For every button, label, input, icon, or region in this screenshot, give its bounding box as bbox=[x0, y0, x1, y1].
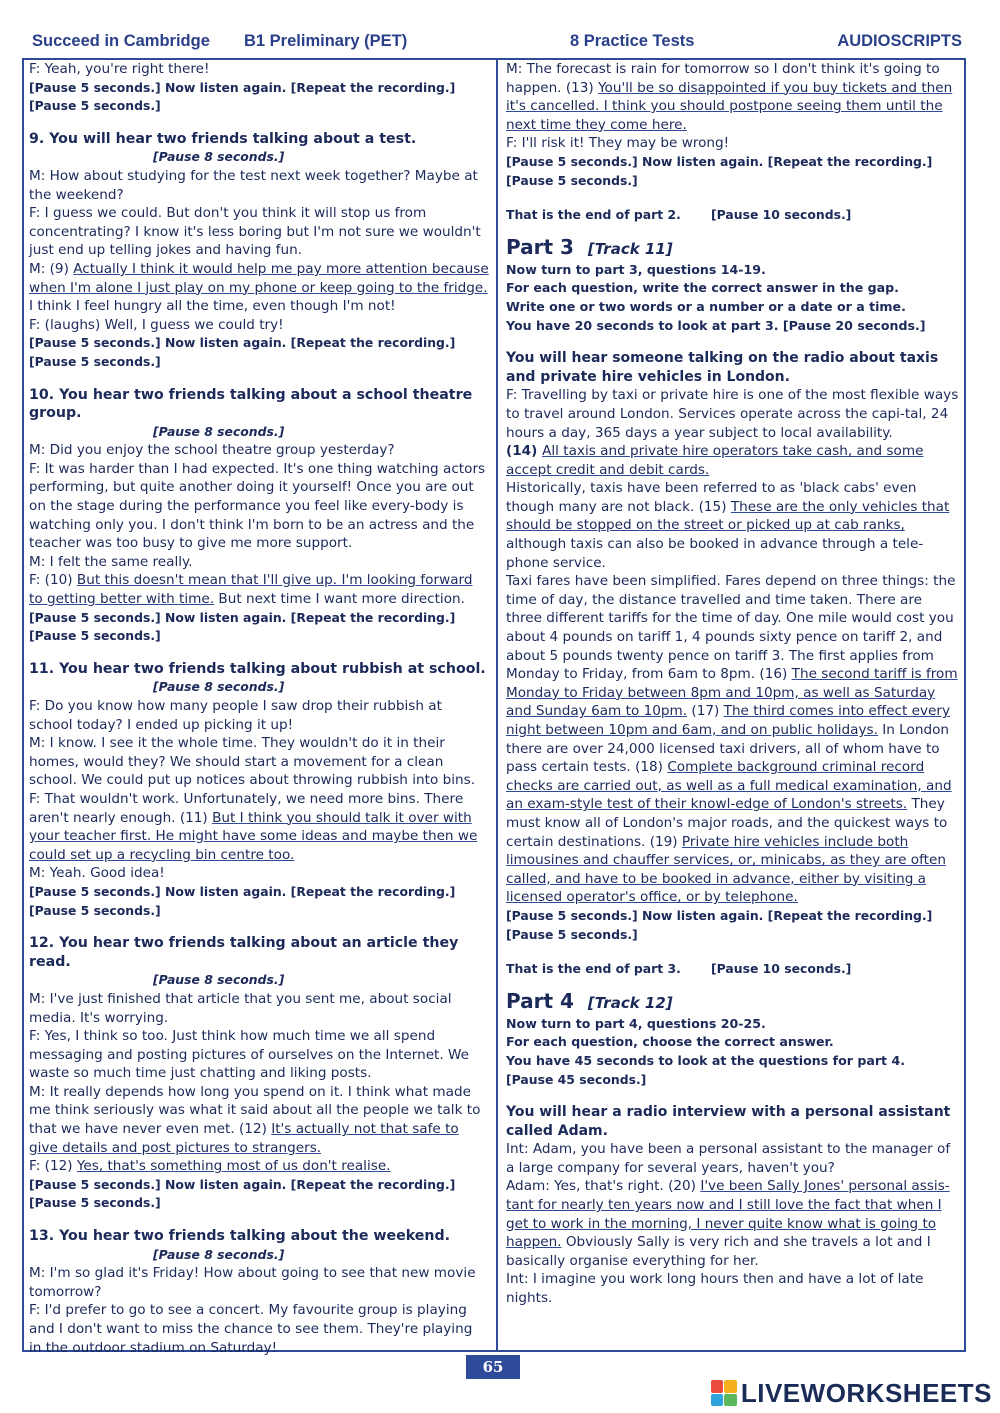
script-line: F: I guess we could. But don't you think it will stop us from concentrating? I know it's less boring but I'm not sure we wouldn't just end up telling jokes and having fun. bbox=[29, 205, 481, 259]
script-line bbox=[506, 572, 962, 907]
part-4-heading bbox=[506, 989, 962, 1015]
left-column bbox=[29, 60, 489, 1357]
script-line: M: I know. I see it the whole time. They wouldn't do it in their homes, would they? We should start a movement for a clean school. We could put up notices about throwing rubbish into bins. bbox=[29, 735, 476, 789]
liveworksheets-brand[interactable] bbox=[711, 1378, 992, 1408]
instruction: For each question, choose the correct answer. bbox=[506, 1034, 834, 1050]
page-header bbox=[28, 32, 962, 56]
column-divider bbox=[496, 60, 498, 1350]
answer-underline: But this doesn't mean that I'll give up. I'm looking forward to getting better with time. bbox=[29, 572, 473, 608]
script-line bbox=[506, 60, 962, 134]
script-line: F: Do you know how many people I saw drop their rubbish at school today? I ended up picking it up! bbox=[29, 698, 442, 733]
speaker-prefix: F: (10) bbox=[29, 572, 77, 589]
stage-direction: [Pause 5 seconds.] bbox=[29, 628, 161, 644]
answer-underline: It's actually not that safe to give details and post pictures to strangers. bbox=[29, 1121, 459, 1156]
script-text: (17) bbox=[687, 703, 724, 720]
tests-label: 8 Practice Tests bbox=[570, 32, 695, 50]
script-text: Historically, taxis have been referred to as 'black cabs' even though many are not black. (15) bbox=[506, 480, 917, 515]
instruction: Now turn to part 4, questions 20-25. bbox=[506, 1015, 766, 1031]
answer-underline: Private hire vehicles include both limousines and chauffer services, or, minicabs, as they are often called, and have to be booked in advance, either by visiting a licensed operator's office, or by telephone. bbox=[506, 833, 946, 906]
answer-underline: Actually I think it would help me pay more attention because when I'm alone I just play on my phone or keep going to the fridge. bbox=[29, 260, 489, 296]
brand-name: LIVEWORKSHEETS bbox=[740, 1377, 992, 1408]
script-line: F: Yeah, you're right there! bbox=[29, 61, 210, 77]
script-text: They must know all of London's major roads, and the quickest ways to certain destinations. (19) bbox=[506, 796, 948, 850]
script-text: I think I feel hungry all the time, even though I'm not! bbox=[29, 298, 396, 315]
script-line: F: I'd prefer to go to see a concert. My favourite group is playing and I don't want to miss the chance to see them. They're playing in the outdoor stadium on Saturday! bbox=[29, 1302, 473, 1356]
script-line: M: How about studying for the test next week together? Maybe at the weekend? bbox=[29, 167, 478, 203]
speaker-prefix: F: That wouldn't work. Unfortunately, we need more bins. There aren't nearly enough. (11) bbox=[29, 790, 464, 826]
script-text: although taxis can also be booked in advance through a tele-phone service. bbox=[506, 536, 924, 571]
exam-level: B1 Preliminary (PET) bbox=[244, 32, 408, 50]
script-text: But next time I want more direction. bbox=[214, 591, 465, 608]
pause-note: [Pause 8 seconds.] bbox=[153, 1246, 285, 1262]
instruction: Now turn to part 3, questions 14-19. bbox=[506, 261, 766, 277]
stage-direction: [Pause 5 seconds.] bbox=[29, 1195, 161, 1211]
pause-note: [Pause 8 seconds.] bbox=[153, 679, 285, 695]
book-title: Succeed in Cambridge bbox=[32, 32, 210, 50]
script-line bbox=[29, 790, 489, 864]
stage-direction: [Pause 5 seconds.] Now listen again. [Repeat the recording.] bbox=[29, 335, 456, 351]
script-line bbox=[29, 1083, 489, 1157]
script-line bbox=[506, 479, 962, 572]
end-of-part: That is the end of part 2. [Pause 10 seconds.] bbox=[506, 207, 852, 223]
script-text: Adam: Yes, that's right. (20) bbox=[506, 1178, 701, 1195]
script-line: Int: I imagine you work long hours then and have a lot of late nights. bbox=[506, 1271, 924, 1307]
stage-direction: [Pause 5 seconds.] Now listen again. [Repeat the recording.] bbox=[29, 883, 456, 899]
speaker-prefix: M: It really depends how long you spend on it. I think what made me think seriously was what it said about all the people we talk to that we have never even met. (12) bbox=[29, 1083, 481, 1138]
stage-direction: [Pause 5 seconds.] Now listen again. [Repeat the recording.] bbox=[506, 153, 933, 169]
liveworksheets-logo-icon bbox=[711, 1380, 737, 1406]
script-line: M: I've just finished that article that you sent me, about social media. It's worrying. bbox=[29, 990, 452, 1026]
right-column bbox=[506, 60, 962, 1308]
speaker-prefix: M: (9) bbox=[29, 260, 74, 277]
answer-underline: These are the only vehicles that should be stopped on the street or picked up at cab ranks, bbox=[506, 498, 950, 534]
question-9-heading: 9. You will hear two friends talking about a test. bbox=[29, 130, 417, 147]
question-13-heading: 13. You hear two friends talking about the weekend. bbox=[29, 1228, 451, 1245]
stage-direction: [Pause 5 seconds.] bbox=[506, 172, 638, 188]
part-title: Part 3 bbox=[506, 234, 574, 259]
script-line: M: I felt the same really. bbox=[29, 553, 193, 570]
speaker-prefix: F: (12) bbox=[29, 1158, 77, 1175]
stage-direction: [Pause 5 seconds.] bbox=[29, 98, 161, 114]
script-line: F: It was harder than I had expected. It's one thing watching actors performing, but quite another doing it yourself! Once you are out on the stage during the performance you feel like every-body is watching only you. I don't think I'm born to be an actress and the teacher was too busy to give me more support. bbox=[29, 460, 486, 552]
instruction: For each question, write the correct answer in the gap. bbox=[506, 280, 899, 296]
answer-underline: But I think you should talk it over with your teacher first. He might have some ideas and maybe then we could set up a recycling bin centre too. bbox=[29, 809, 478, 863]
script-line bbox=[29, 571, 489, 608]
script-line: Int: Adam, you have been a personal assistant to the manager of a large company for several years, haven't you? bbox=[506, 1141, 951, 1176]
stage-direction: [Pause 45 seconds.] bbox=[506, 1071, 647, 1087]
page-number: 65 bbox=[466, 1355, 520, 1379]
answer-underline: All taxis and private hire operators take cash, and some accept credit and debit cards. bbox=[506, 443, 924, 478]
script-text: M: The forecast is rain for tomorrow so I don't think it's going to happen. (13) bbox=[506, 61, 940, 96]
answer-underline: Yes, that's something most of us don't realise. bbox=[76, 1158, 391, 1175]
instruction: You have 45 seconds to look at the questions for part 4. bbox=[506, 1052, 905, 1068]
instruction: You have 20 seconds to look at part 3. [Pause 20 seconds.] bbox=[506, 317, 926, 333]
stage-direction: [Pause 5 seconds.] bbox=[506, 926, 638, 942]
track-label: [Track 11] bbox=[587, 239, 673, 258]
stage-direction: [Pause 5 seconds.] Now listen again. [Repeat the recording.] bbox=[506, 907, 933, 923]
answer-underline: Complete background criminal record checks are carried out, as well as a full medical examination, and an exam-style test of their knowl-edge of London's streets. bbox=[506, 759, 952, 813]
answer-underline: You'll be so disappointed if you buy tickets and then it's cancelled. I think you should postpone seeing them until the next time they come here. bbox=[506, 79, 953, 133]
section-label: AUDIOSCRIPTS bbox=[837, 32, 962, 50]
answer-number: (14) bbox=[506, 443, 543, 460]
answer-underline: I've been Sally Jones' personal assis-tant for nearly ten years now and I still love the fact that when I get to work in the morning, I never quite know what is going to happen. bbox=[506, 1178, 950, 1251]
part-4-intro: You will hear a radio interview with a personal assistant called Adam. bbox=[506, 1104, 951, 1139]
stage-direction: [Pause 5 seconds.] Now listen again. [Repeat the recording.] bbox=[29, 1176, 456, 1192]
script-line: F: (laughs) Well, I guess we could try! bbox=[29, 316, 284, 333]
part-3-intro: You will hear someone talking on the radio about taxis and private hire vehicles in London. bbox=[506, 350, 939, 385]
part-3-heading bbox=[506, 235, 962, 261]
question-11-heading: 11. You hear two friends talking about rubbish at school. bbox=[29, 660, 486, 677]
pause-note: [Pause 8 seconds.] bbox=[153, 423, 285, 439]
script-line: F: I'll risk it! They may be wrong! bbox=[506, 135, 730, 152]
script-line: F: Yes, I think so too. Just think how much time we all spend messaging and posting pictures of ourselves on the Internet. We waste so much time just chatting and liking posts. bbox=[29, 1028, 470, 1082]
script-line: F: Travelling by taxi or private hire is one of the most flexible ways to travel around London. Services operate across the capi-tal, 24 hours a day, 365 days a year subject to local availability. bbox=[506, 387, 959, 441]
stage-direction: [Pause 5 seconds.] bbox=[29, 902, 161, 918]
answer-underline: The second tariff is from Monday to Friday between 8pm and 10pm, as well as Saturday and Sunday 6am to 10pm. bbox=[506, 666, 958, 720]
answer-underline: The third comes into effect every night between 10pm and 6am, and on public holidays. bbox=[506, 703, 951, 738]
stage-direction: [Pause 5 seconds.] Now listen again. [Repeat the recording.] bbox=[29, 609, 456, 625]
script-text: Obviously Sally is very rich and she travels a lot and I basically organise everything for her. bbox=[506, 1234, 931, 1269]
end-of-part: That is the end of part 3. [Pause 10 seconds.] bbox=[506, 961, 852, 977]
pause-note: [Pause 8 seconds.] bbox=[153, 972, 285, 988]
script-line bbox=[29, 260, 489, 316]
script-line bbox=[506, 1177, 962, 1270]
script-line: M: I'm so glad it's Friday! How about going to see that new movie tomorrow? bbox=[29, 1265, 476, 1300]
script-text: Taxi fares have been simplified. Fares depend on three things: the time of day, the distance travelled and time taken. There are three different tariffs for the time of day. One mile would cost you about 4 pounds on tariff 1, 4 pounds sixty pence on tariff 2, and about 5 pounds twenty pence on tariff 3. The first applies from Monday to Friday, from 6am to 8pm. (16) bbox=[506, 573, 956, 683]
track-label: [Track 12] bbox=[587, 993, 673, 1012]
script-text: In London there are over 24,000 licensed taxi drivers, all of whom have to pass certain tests. (18) bbox=[506, 722, 950, 776]
question-12-heading: 12. You hear two friends talking about an article they read. bbox=[29, 935, 459, 970]
script-line: M: Did you enjoy the school theatre group yesterday? bbox=[29, 442, 395, 459]
script-line: M: Yeah. Good idea! bbox=[29, 865, 165, 882]
part-title: Part 4 bbox=[506, 988, 574, 1013]
instruction: Write one or two words or a number or a date or a time. bbox=[506, 298, 906, 314]
question-10-heading: 10. You hear two friends talking about a school theatre group. bbox=[29, 386, 473, 422]
pause-note: [Pause 8 seconds.] bbox=[153, 149, 285, 165]
stage-direction: [Pause 5 seconds.] Now listen again. [Repeat the recording.] bbox=[29, 79, 456, 95]
script-line bbox=[506, 442, 962, 479]
script-line bbox=[29, 1157, 489, 1176]
stage-direction: [Pause 5 seconds.] bbox=[29, 353, 161, 369]
